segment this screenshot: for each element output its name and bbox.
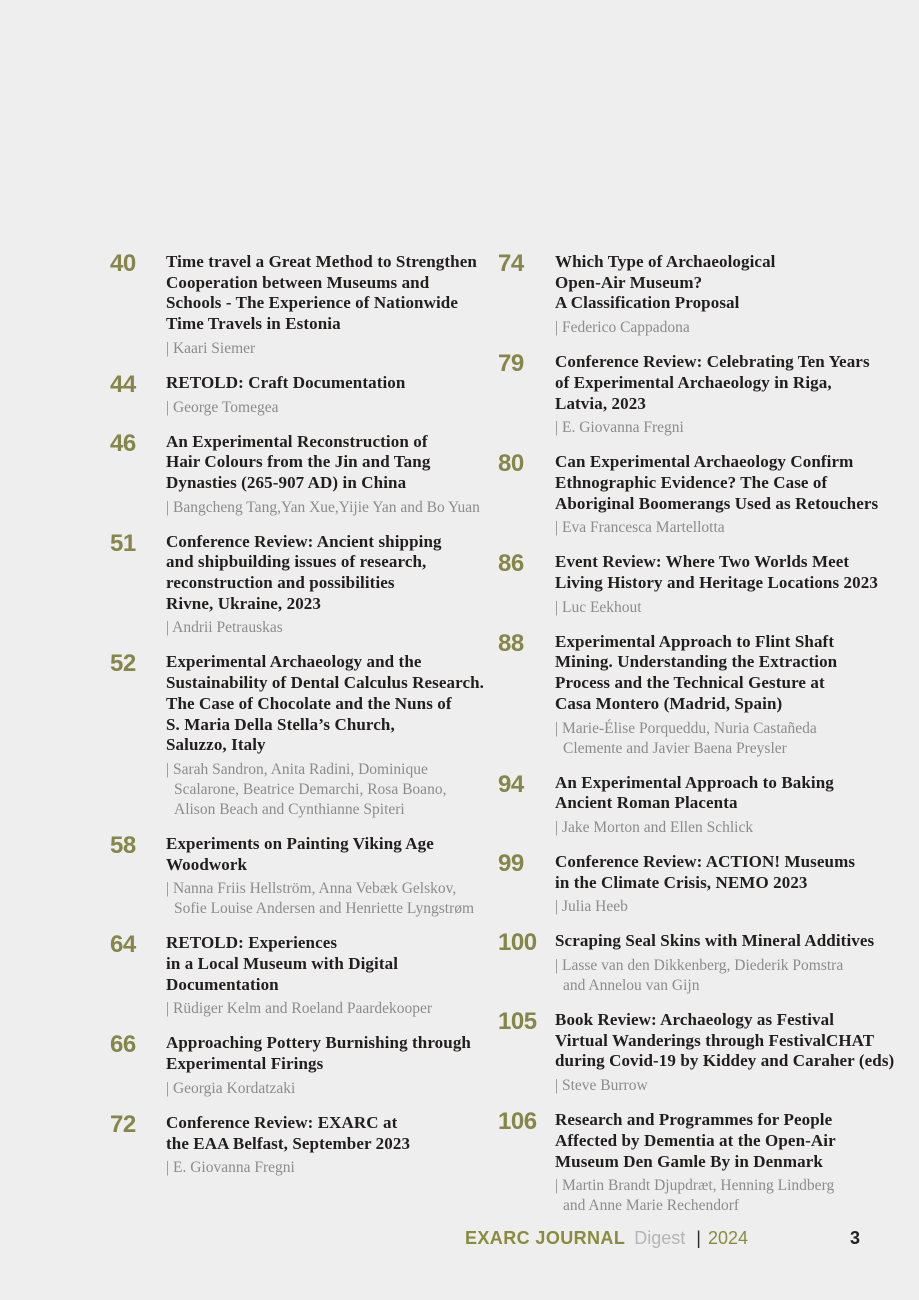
toc-entry xyxy=(498,252,919,338)
entry-title: Conference Review: Celebrating Ten Years of Experimental Archaeology in Riga, Latvia, 2023 xyxy=(555,352,870,413)
entry-authors: | Rüdiger Kelm and Roeland Paardekooper xyxy=(166,1000,433,1018)
entry-title: Conference Review: EXARC at the EAA Belfast, September 2023 xyxy=(166,1112,411,1153)
footer-separator: | xyxy=(696,1228,701,1248)
toc-entry xyxy=(498,1010,919,1096)
entry-body xyxy=(166,432,498,518)
entry-body xyxy=(555,773,919,838)
entry-title: Event Review: Where Two Worlds Meet Living History and Heritage Locations 2023 xyxy=(555,552,878,593)
toc-entry xyxy=(498,1110,919,1216)
entry-authors: | Andrii Petrauskas xyxy=(166,619,283,637)
toc-entry xyxy=(498,849,919,917)
entry-authors: | Steve Burrow xyxy=(555,1077,648,1095)
entry-body xyxy=(555,931,919,996)
entry-title: RETOLD: Craft Documentation xyxy=(166,372,406,392)
toc-entry xyxy=(498,629,919,759)
entry-authors: | E. Giovanna Fregni xyxy=(166,1159,295,1177)
entry-title: Time travel a Great Method to Strengthen Cooperation between Museums and Schools - The Experience of Nationwide Time Travels in Estonia xyxy=(166,252,477,334)
entry-authors: | E. Giovanna Fregni xyxy=(555,419,684,437)
entry-authors: | Kaari Siemer xyxy=(166,339,256,357)
toc-entry xyxy=(498,552,919,617)
entry-page-number: 79 xyxy=(498,350,524,378)
toc-entry xyxy=(110,652,498,820)
entry-authors: | George Tomegea xyxy=(166,398,279,416)
entry-page-number: 99 xyxy=(498,849,524,877)
entry-body xyxy=(166,834,498,919)
toc-columns xyxy=(110,252,919,1230)
entry-title: Experiments on Painting Viking Age Woodwork xyxy=(166,833,434,874)
entry-body xyxy=(555,252,919,338)
toc-entry xyxy=(110,529,498,639)
toc-entry xyxy=(110,1033,498,1098)
entry-title: Conference Review: Ancient shipping and shipbuilding issues of research, reconstruction and possibilities Rivne, Ukraine, 2023 xyxy=(166,531,442,613)
toc-entry xyxy=(498,452,919,538)
journal-footer xyxy=(465,1228,748,1249)
entry-page-number: 86 xyxy=(498,550,524,578)
entry-authors: | Julia Heeb xyxy=(555,898,628,916)
toc-entry xyxy=(110,252,498,359)
entry-body xyxy=(555,1110,919,1216)
entry-body xyxy=(555,352,919,438)
journal-year: 2024 xyxy=(707,1228,749,1248)
entry-title: Conference Review: ACTION! Museums in the Climate Crisis, NEMO 2023 xyxy=(555,851,856,892)
entry-body xyxy=(166,933,498,1019)
entry-title: Book Review: Archaeology as Festival Virtual Wanderings through FestivalCHAT during Covid-19 by Kiddey and Caraher (eds) xyxy=(555,1010,895,1071)
entry-body xyxy=(166,373,498,418)
entry-page-number: 94 xyxy=(498,770,524,798)
entry-authors: | Marie-Élise Porqueddu, Nuria Castañeda Clemente and Javier Baena Preysler xyxy=(555,719,817,757)
entry-page-number: 72 xyxy=(110,1110,136,1138)
entry-title: Experimental Archaeology and the Sustainability of Dental Calculus Research. The Case of Chocolate and the Nuns of S. Maria Della Stella’s Church, Saluzzo, Italy xyxy=(166,652,485,755)
entry-title: Which Type of Archaeological Open-Air Museum? A Classification Proposal xyxy=(555,252,776,313)
entry-title: Experimental Approach to Flint Shaft Mining. Understanding the Extraction Process and the Technical Gesture at Casa Montero (Madrid, Spain) xyxy=(555,631,838,713)
entry-authors: | Martin Brandt Djupdræt, Henning Lindberg and Anne Marie Rechendorf xyxy=(555,1177,835,1215)
entry-page-number: 100 xyxy=(498,929,537,957)
entry-body xyxy=(166,252,498,359)
entry-body xyxy=(166,1113,498,1178)
entry-authors: | Luc Eekhout xyxy=(555,598,642,616)
entry-title: Approaching Pottery Burnishing through Experimental Firings xyxy=(166,1033,471,1074)
entry-title: An Experimental Reconstruction of Hair Colours from the Jin and Tang Dynasties (265-907 AD) in China xyxy=(166,431,431,492)
entry-page-number: 58 xyxy=(110,831,136,859)
entry-authors: | Eva Francesca Martellotta xyxy=(555,519,725,537)
journal-edition: Digest xyxy=(634,1228,686,1248)
entry-authors: | Federico Cappadona xyxy=(555,319,690,337)
entry-authors: | Bangcheng Tang,Yan Xue,Yijie Yan and Bo Yuan xyxy=(166,498,480,516)
entry-body xyxy=(555,852,919,917)
entry-page-number: 40 xyxy=(110,250,136,277)
toc-entry xyxy=(498,931,919,996)
page-number: 3 xyxy=(850,1228,861,1248)
entry-page-number: 88 xyxy=(498,629,524,657)
entry-page-number: 74 xyxy=(498,250,524,277)
entry-title: Research and Programmes for People Affected by Dementia at the Open-Air Museum Den Gamle By in Denmark xyxy=(555,1110,836,1171)
entry-title: Scraping Seal Skins with Mineral Additives xyxy=(555,931,875,951)
entry-page-number: 46 xyxy=(110,429,136,457)
toc-entry xyxy=(110,370,498,418)
toc-column-left xyxy=(110,252,498,1192)
toc-entry xyxy=(110,1110,498,1178)
journal-name: EXARC JOURNAL xyxy=(465,1228,626,1248)
entry-authors: | Nanna Friis Hellström, Anna Vebæk Gelskov, Sofie Louise Andersen and Henriette Lyngstrøm xyxy=(166,880,475,918)
toc-column-right xyxy=(498,252,919,1230)
toc-entry xyxy=(110,831,498,919)
entry-title: An Experimental Approach to Baking Ancient Roman Placenta xyxy=(555,772,834,813)
entry-body xyxy=(555,1010,919,1096)
entry-authors: | Sarah Sandron, Anita Radini, Dominique Scalarone, Beatrice Demarchi, Rosa Boano, Alison Beach and Cynthianne Spiteri xyxy=(166,760,447,818)
entry-title: Can Experimental Archaeology Confirm Ethnographic Evidence? The Case of Aboriginal Boomerangs Used as Retouchers xyxy=(555,452,879,513)
toc-entry xyxy=(110,429,498,518)
toc-entry xyxy=(498,770,919,838)
entry-page-number: 44 xyxy=(110,370,136,398)
entry-body xyxy=(555,452,919,538)
entry-authors: | Georgia Kordatzaki xyxy=(166,1079,296,1097)
entry-body xyxy=(555,632,919,759)
entry-authors: | Jake Morton and Ellen Schlick xyxy=(555,818,754,836)
entry-page-number: 105 xyxy=(498,1008,537,1036)
entry-title: RETOLD: Experiences in a Local Museum with Digital Documentation xyxy=(166,933,399,994)
toc-entry xyxy=(498,352,919,438)
entry-body xyxy=(166,652,498,820)
entry-page-number: 106 xyxy=(498,1108,537,1136)
entry-body xyxy=(555,552,919,617)
entry-page-number: 80 xyxy=(498,450,524,478)
entry-body xyxy=(166,1033,498,1098)
entry-page-number: 64 xyxy=(110,931,136,959)
entry-page-number: 66 xyxy=(110,1031,136,1059)
entry-authors: | Lasse van den Dikkenberg, Diederik Pomstra and Annelou van Gijn xyxy=(555,957,844,995)
entry-body xyxy=(166,532,498,639)
entry-page-number: 51 xyxy=(110,529,136,557)
toc-entry xyxy=(110,933,498,1019)
entry-page-number: 52 xyxy=(110,650,136,678)
page-footer xyxy=(0,1228,919,1254)
